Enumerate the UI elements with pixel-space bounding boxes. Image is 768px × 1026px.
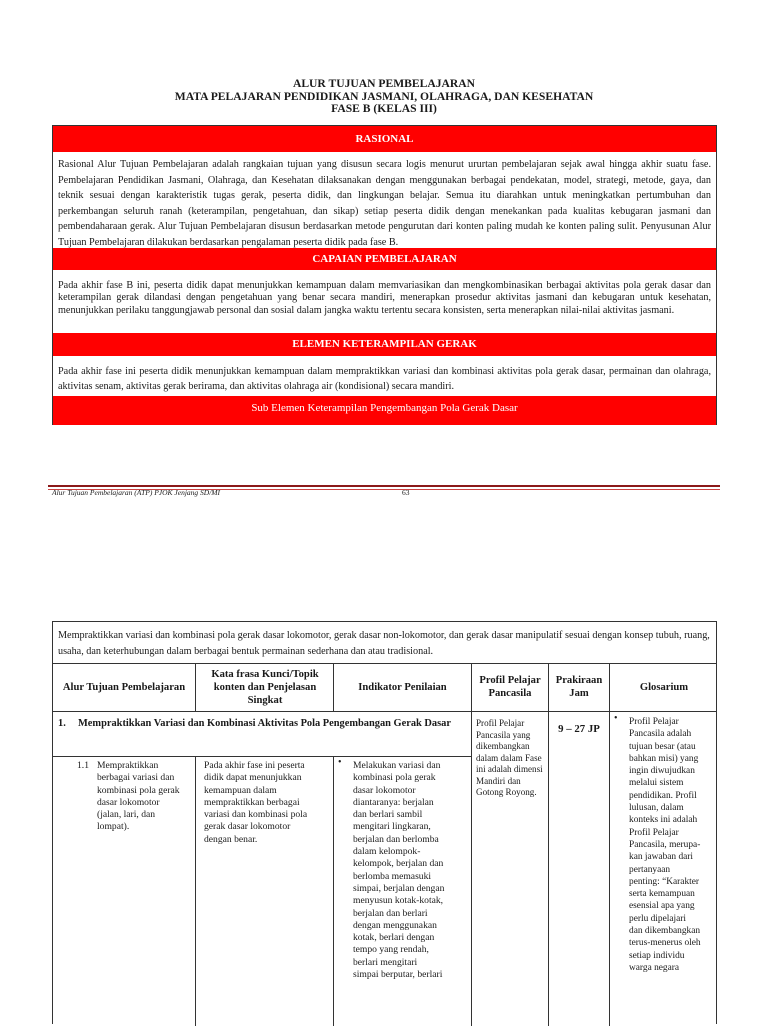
indikator-line: kotak, berlari dengan [353,932,435,944]
glosarium-line: terus-menerus oleh [629,938,701,949]
indikator-line: dasar lokomotor [353,784,416,796]
indikator-line: berjalan dan berlomba [353,833,439,845]
phase-title: FASE B (KELAS III) [331,102,437,115]
row-divider [53,756,471,757]
header-glosarium: Glosarium [639,681,689,693]
glosarium-text [629,716,717,974]
glosarium-line: perlu dipelajari [629,913,687,924]
indikator-line: berjalan dan berlari [353,907,428,919]
kata-frasa-line: mempraktikkan berbagai [204,796,300,808]
glosarium-line: tujuan besar (atau [629,741,696,752]
col-divider [195,756,196,1026]
glosarium-line: kan jawaban dari [629,852,694,863]
kata-frasa-line: kemampuan dalam [204,784,277,796]
glosarium-bullet: • [614,713,618,724]
kata-frasa-line: gerak dasar lokomotor [204,821,291,833]
header-atp: Alur Tujuan Pembelajaran [62,681,186,693]
indikator-line: Melakukan variasi dan [353,760,441,771]
page-gap [0,505,768,610]
col-divider [609,663,610,1026]
header-kata-frasa: Kata frasa Kunci/Topik konten dan Penjelasan Singkat [211,668,319,706]
glosarium-line: Pancasila, merupa- [629,839,701,850]
indikator-line: kombinasi pola gerak [353,772,436,784]
sub-elemen-header: Sub Elemen Keterampilan Pengembangan Pola Gerak Dasar [53,396,716,425]
footer-text: Alur Tujuan Pembelajaran (ATP) PJOK Jenjang SD/MI [52,488,221,497]
sub-objective-number: 1.1 [77,760,89,771]
kata-frasa-line: didik dapat menunjukkan [204,772,302,784]
indikator-line: menyusun kotak-kotak, [353,895,444,907]
col-divider [195,663,196,711]
glosarium-line: melalui sistem [629,778,684,789]
objective-text: Mempraktikkan Variasi dan Kombinasi Aktivitas Pola Pengembangan Gerak Dasar [78,718,451,729]
indikator-line: simpai berputar, berlari [353,969,443,981]
kata-frasa-text [204,760,332,846]
rasional-header: RASIONAL [53,126,716,152]
indikator-bullet: • [338,757,342,768]
indikator-line: diantaranya: berjalan [353,796,434,808]
indikator-line: simpai, berjalan dengan [353,882,445,894]
sub-objective-text [97,760,193,834]
indikator-line: berlari mengitari [353,956,418,968]
glosarium-line: lulusan, dalam [629,803,684,814]
sub-objective-line: berbagai variasi dan [97,772,175,784]
table-intro: Mempraktikkan variasi dan kombinasi pola gerak dasar lokomotor, gerak dasar non-lokomotor, dan gerak dasar manipulatif sesuai dengan konsep tubuh, ruang, usaha, dan keterhubungan dalam berbagai bentuk permainan sederhana dan atau tradisional. [58,630,710,657]
profil-text: Profil Pelajar Pancasila yang dikembangkan dalam dalam Fase ini adalah dimensi Mandiri dan Gotong Royong. [476,718,543,797]
sub-objective-line: Mempraktikkan [97,760,159,771]
glosarium-line: ingin diwujudkan [629,766,695,777]
elemen-header: ELEMEN KETERAMPILAN GERAK [53,333,716,356]
atp-table [52,621,717,1024]
glosarium-line: pendidikan. Profil [629,790,697,801]
glosarium-line: Profil Pelajar [629,827,679,838]
glosarium-line: warga negara [629,962,680,973]
glosarium-line: Profil Pelajar [629,717,679,727]
header-profil: Profil Pelajar Pancasila [479,675,541,699]
sub-objective-line: (jalan, lari, dan [97,809,156,821]
indikator-line: dengan menggunakan [353,919,437,931]
glosarium-line: pertanyaan [629,864,671,875]
sub-objective-line: kombinasi pola gerak [97,784,180,796]
glosarium-line: dan dikembangkan [629,926,701,937]
header-jam: Prakiraan Jam [555,675,603,699]
document-titles [0,78,768,116]
subject-title: MATA PELAJARAN PENDIDIKAN JASMANI, OLAHRAGA, DAN KESEHATAN [174,89,594,103]
row-divider [53,711,716,712]
indikator-text [353,760,471,981]
glosarium-line: Pancasila adalah [629,729,692,740]
main-title: ALUR TUJUAN PEMBELAJARAN [292,77,476,90]
elemen-text: Pada akhir fase ini peserta didik menunjukkan kemampuan dalam mempraktikkan variasi dan kombinasi aktivitas pola gerak dasar, permainan dan olahraga, aktivitas senam, aktivitas gerak berirama, dan aktivitas olahraga air (kondisional) secara mandiri. [58,366,711,392]
kata-frasa-line: variasi dan kombinasi pola [204,809,308,821]
glosarium-line: penting: “Karakter [629,876,700,887]
jam-value: 9 – 27 JP [558,722,600,735]
rasional-text: Rasional Alur Tujuan Pembelajaran adalah rangkaian tujuan yang disusun secara logis menurut ururtan pembelajaran sejak awal hingga akhir suatu fase. Pembelajaran Pendidikan Jasmani, Olahraga, dan Kesehatan dilaksanakan dengan menggunakan berbagai pendekatan, model, strategi, metode, gaya, dan teknik sesuai dengan karakteristik tugas gerak, peserta didik, dan lingkungan belajar. Semua itu diarahkan untuk meningkatkan pertumbuhan dan perkembangan seluruh ranah (keterampilan, pengetahuan, dan sikap) setiap peserta didik dengan menekankan pada kualitas kebugaran jasmani dan pembendaharaan gerak. Alur Tujuan Pembelajaran disusun berdasarkan metode pengurutan dari konten paling mudah ke konten paling sulit. Penyusunan Alur Tujuan Pembelajaran dilakukan berdasarkan pengalaman peserta didik pada fase B. [58,159,711,248]
glosarium-line: esensial apa yang [629,901,695,912]
page-number: 63 [402,488,410,497]
indikator-line: kelompok, berjalan dan [353,858,444,870]
document-page-64 [0,621,768,1024]
kata-frasa-line: Pada akhir fase ini peserta [204,760,305,771]
indikator-line: dan berlari sambil [353,809,423,821]
indikator-line: tempo yang rendah, [353,944,429,956]
col-divider [333,756,334,1026]
col-divider [471,663,472,1026]
glosarium-line: konteks ini adalah [629,815,698,826]
objective-number: 1. [58,718,66,729]
glosarium-line: serta kemampuan [629,889,695,900]
document-page-63 [0,0,768,505]
rationale-frame [52,125,717,425]
indikator-line: mengitari lingkaran, [353,821,431,833]
indikator-line: dalam kelompok- [353,846,421,858]
sub-objective-line: dasar lokomotor [97,796,160,808]
sub-objective-line: lompat). [97,821,130,833]
kata-frasa-line: dengan benar. [204,833,258,845]
capaian-text: Pada akhir fase B ini, peserta didik dapat menunjukkan kemampuan dalam memvariasikan dan mengkombinasikan berbagai aktivitas pola gerak dasar dan keterampilan gerak dilandasi dengan pengetahuan yang benar secara mandiri, menerapkan prosedur aktivitas jasmani dan kebugaran untuk kesehatan, menunjukkan perilaku tanggungjawab personal dan sosial dalam jangka waktu tertentu secara konsisten, serta menerapkan nilai-nilai aktivitas jasmani. [58,280,711,316]
footer-rule [48,485,720,487]
glosarium-line: bahkan misi) yang [629,753,699,764]
indikator-line: berlomba memasuki [353,870,432,882]
capaian-header: CAPAIAN PEMBELAJARAN [53,248,716,270]
glosarium-line: setiap individu [629,950,685,961]
header-indikator: Indikator Penilaian [358,681,447,693]
